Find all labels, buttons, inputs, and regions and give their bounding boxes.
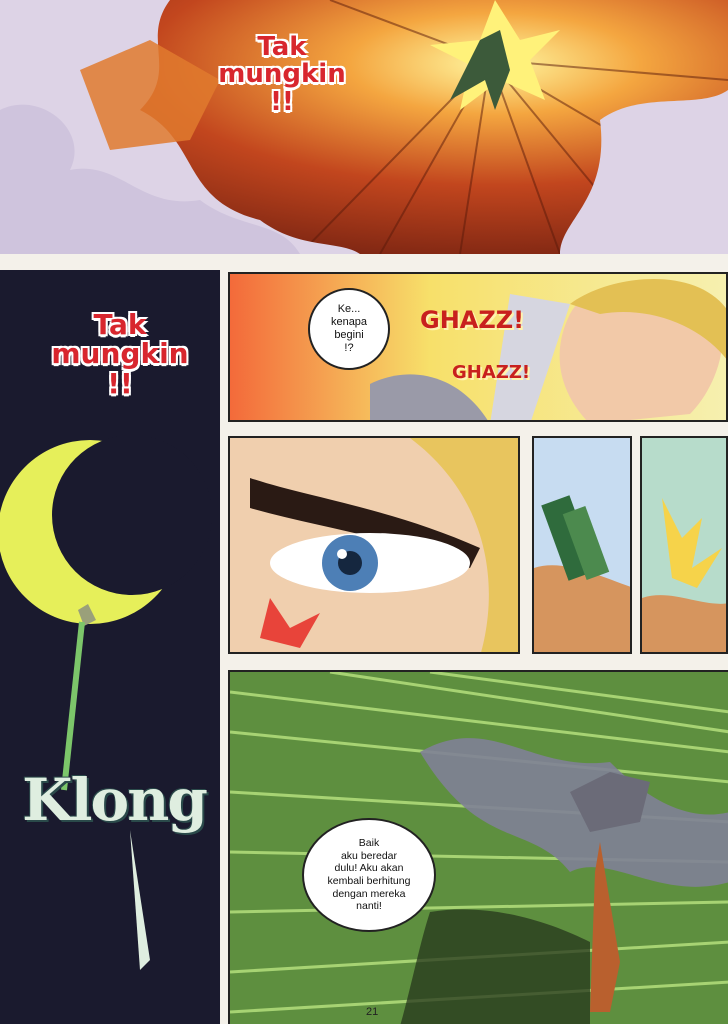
hand-art [534,438,632,654]
panel-spark [640,436,728,654]
panel-moon [0,270,220,1024]
panel-hand [532,436,632,654]
panel-speedlines [228,670,728,1024]
face-art [230,274,728,422]
sfx-tak-mungkin-top: Tak mungkin !! [218,32,346,117]
sfx-klong: Klong [22,766,206,834]
page-number: 21 [366,1006,379,1018]
speech-bubble-baik: Baik aku beredar dulu! Aku akan kembali berhitung dengan mereka nanti! [302,818,436,932]
sfx-tak-mungkin-left: Tak mungkin !! [51,308,189,400]
spark-art [642,438,728,654]
speedlines-art [230,672,728,1024]
sfx-ghazz-1: GHAZZ! [420,306,525,334]
eye-art [230,438,520,654]
explosion-art [0,0,728,254]
panel-explosion [0,0,728,254]
panel-wide-face [228,272,728,422]
speech-bubble-kenapa: Ke... kenapa begini !? [308,288,390,370]
sfx-ghazz-2: GHAZZ! [452,362,531,383]
panel-eye [228,436,520,654]
